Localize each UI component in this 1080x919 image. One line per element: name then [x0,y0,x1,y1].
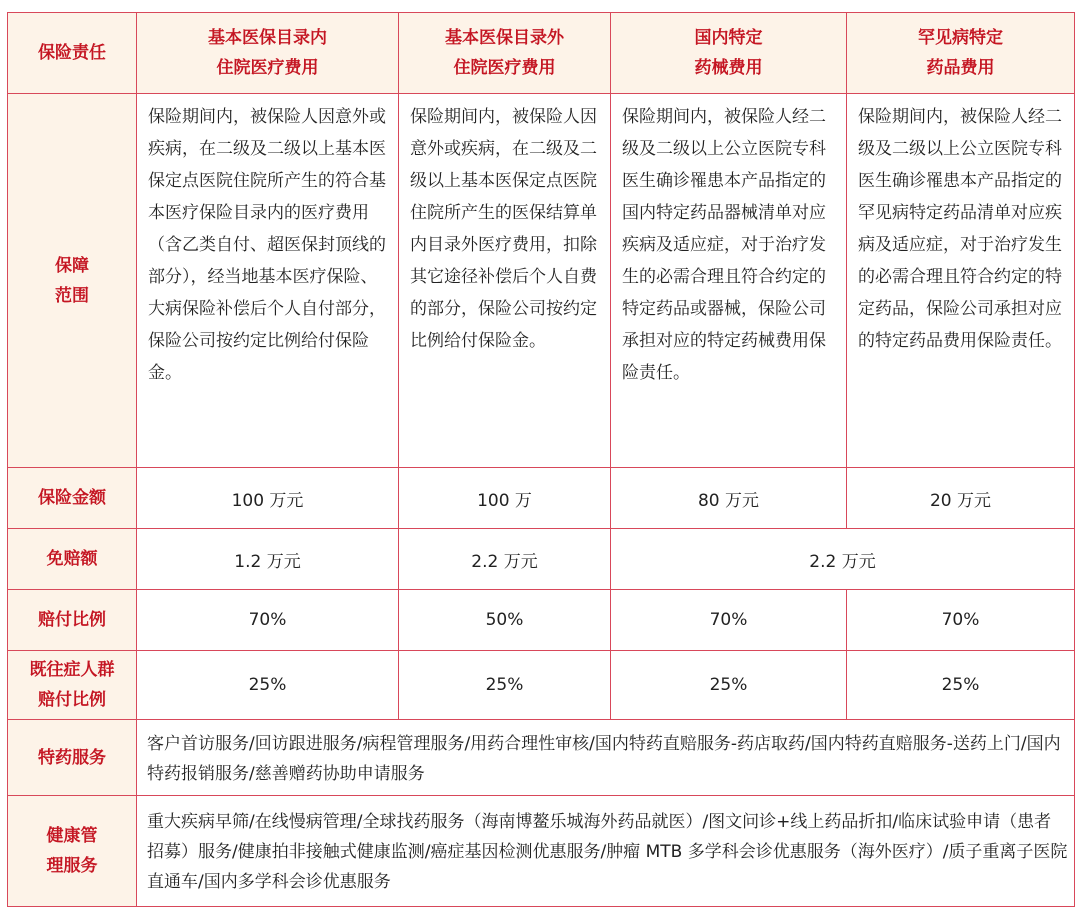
ratio-cell-1: 70% [137,590,399,651]
ratio-cell-3: 70% [611,590,847,651]
drug-service-label: 特药服务 [8,720,137,796]
scope-cell-4: 保险期间内，被保险人经二级及二级以上公立医院专科医生确诊罹患本产品指定的罕见病特定药品清单对应疾病及适应症，对于治疗发生的必需合理且符合约定的特定药品，保险公司承担对应的特定药品费用保险责任。 [847,94,1075,468]
header-col-3 [611,13,847,94]
header-col-1-line-2: 住院医疗费用 [216,58,319,78]
header-col-1-line-1: 基本医保目录内 [208,28,327,48]
health-service-text: 重大疾病早筛/在线慢病管理/全球找药服务（海南博鳌乐城海外药品就医）/图文问诊+线上药品折扣/临床试验申请（患者招募）服务/健康拍非接触式健康监测/癌症基因检测优惠服务/肿瘤 MTB 多学科会诊优惠服务（海外医疗）/质子重离子医院直通车/国内多学科会诊优惠服务 [137,796,1075,907]
ratio-label: 赔付比例 [8,590,137,651]
health-service-label-cell [8,796,137,907]
header-label-cell [8,13,137,94]
deductible-cell-3: 2.2 万元 [611,529,1075,590]
scope-label-cell [8,94,137,468]
drug-service-row [8,720,1075,796]
insurance-coverage-table [7,12,1075,907]
health-service-label-line-2: 理服务 [46,856,98,876]
preexisting-cell-4: 25% [847,651,1075,720]
header-col-4-line-1: 罕见病特定 [918,28,1003,48]
header-col-4 [847,13,1075,94]
health-service-label-line-1: 健康管 [46,826,98,846]
ratio-row [8,590,1075,651]
scope-row [8,94,1075,468]
ratio-cell-4: 70% [847,590,1075,651]
insurance-coverage-table-wrapper [7,12,1075,907]
header-col-3-line-2: 药械费用 [694,58,763,78]
preexisting-label-line-1: 既往症人群 [29,660,115,680]
header-col-3-line-1: 国内特定 [694,28,763,48]
amount-row [8,468,1075,529]
amount-cell-4: 20 万元 [847,468,1075,529]
deductible-label: 免赔额 [8,529,137,590]
amount-label: 保险金额 [8,468,137,529]
amount-cell-2: 100 万 [399,468,611,529]
preexisting-cell-2: 25% [399,651,611,720]
header-col-2-line-2: 住院医疗费用 [453,58,556,78]
preexisting-cell-1: 25% [137,651,399,720]
header-col-1 [137,13,399,94]
header-row [8,13,1075,94]
preexisting-label-line-2: 赔付比例 [38,690,106,710]
preexisting-label-cell [8,651,137,720]
amount-cell-3: 80 万元 [611,468,847,529]
scope-cell-2: 保险期间内，被保险人因意外或疾病，在二级及二级以上基本医保定点医院住院所产生的医保结算单内目录外医疗费用，扣除其它途径补偿后个人自费的部分，保险公司按约定比例给付保险金。 [399,94,611,468]
preexisting-cell-3: 25% [611,651,847,720]
deductible-cell-2: 2.2 万元 [399,529,611,590]
scope-cell-1: 保险期间内，被保险人因意外或疾病，在二级及二级以上基本医保定点医院住院所产生的符合基本医疗保险目录内的医疗费用（含乙类自付、超医保封顶线的部分），经当地基本医疗保险、大病保险补偿后个人自付部分，保险公司按约定比例给付保险金。 [137,94,399,468]
header-col-2 [399,13,611,94]
header-col-4-line-2: 药品费用 [926,58,995,78]
preexisting-row [8,651,1075,720]
deductible-row [8,529,1075,590]
ratio-cell-2: 50% [399,590,611,651]
drug-service-text: 客户首访服务/回访跟进服务/病程管理服务/用药合理性审核/国内特药直赔服务-药店取药/国内特药直赔服务-送药上门/国内特药报销服务/慈善赠药协助申请服务 [137,720,1075,796]
amount-cell-1: 100 万元 [137,468,399,529]
health-service-row [8,796,1075,907]
deductible-cell-1: 1.2 万元 [137,529,399,590]
scope-cell-3: 保险期间内，被保险人经二级及二级以上公立医院专科医生确诊罹患本产品指定的国内特定药品器械清单对应疾病及适应症，对于治疗发生的必需合理且符合约定的特定药品或器械，保险公司承担对应的特定药械费用保险责任。 [611,94,847,468]
header-col-2-line-1: 基本医保目录外 [445,28,564,48]
scope-label-line-2: 范围 [55,285,89,306]
scope-label-line-1: 保障 [55,255,89,276]
header-label: 保险责任 [38,43,106,63]
